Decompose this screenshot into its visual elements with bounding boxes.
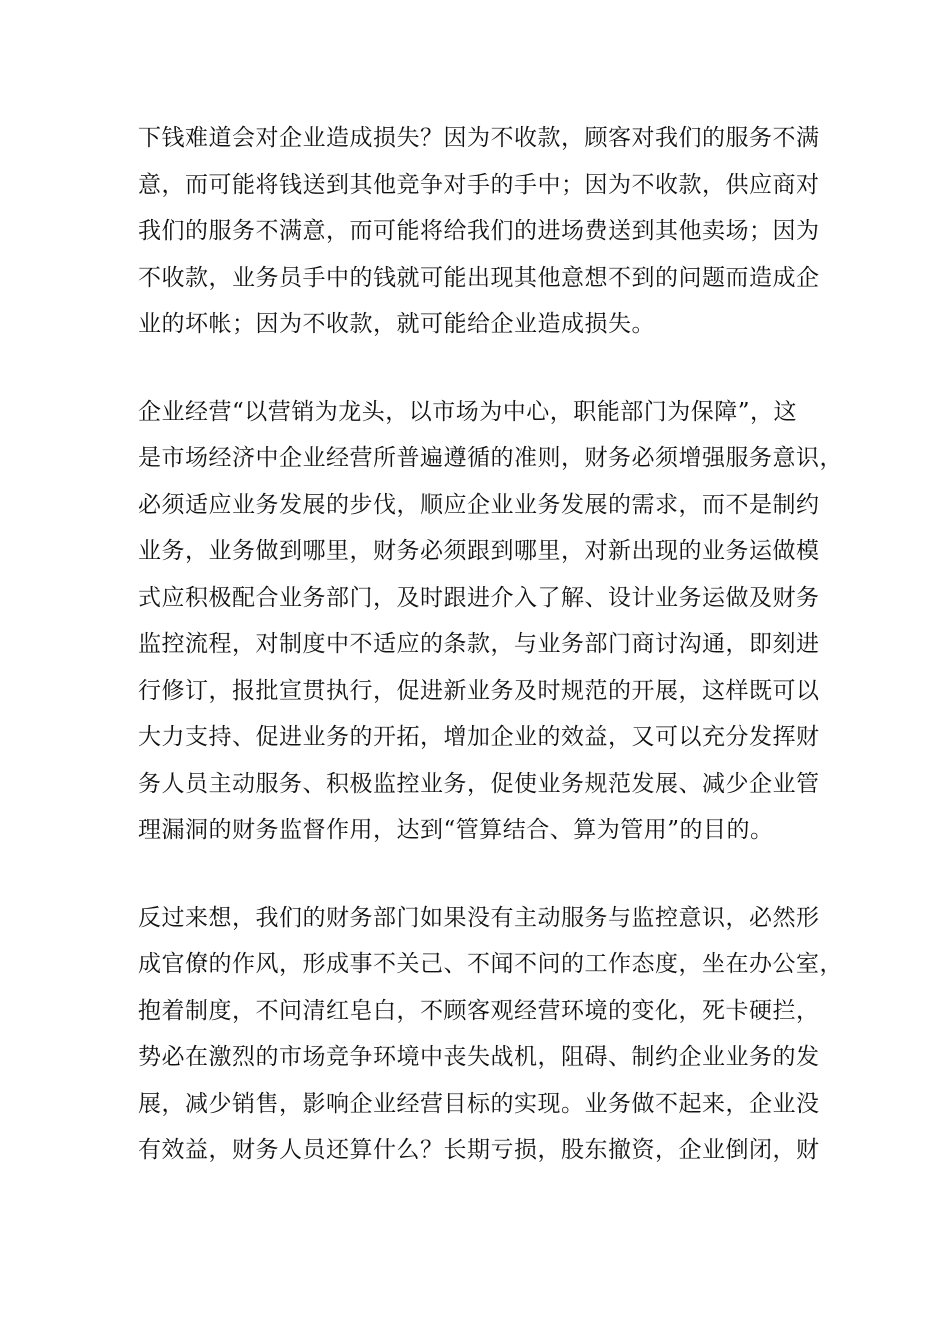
paragraph-3-line-5: 展，减少销售，影响企业经营目标的实现。业务做不起来，企业没 — [138, 1091, 820, 1117]
paragraph-1-line-5: 业的坏帐；因为不收款，就可能给企业造成损失。 — [138, 311, 655, 337]
paragraph-2-line-6: 监控流程，对制度中不适应的条款，与业务部门商讨沟通，即刻进 — [138, 631, 820, 657]
paragraph-2-line-2: 是市场经济中企业经营所普遍遵循的准则，财务必须增强服务意识， — [138, 445, 843, 471]
paragraph-2-line-3: 必须适应业务发展的步伐，顺应企业业务发展的需求，而不是制约 — [138, 492, 820, 518]
paragraph-1-line-3: 我们的服务不满意，而可能将给我们的进场费送到其他卖场；因为 — [138, 218, 820, 244]
paragraph-3-line-4: 势必在激烈的市场竞争环境中丧失战机，阻碍、制约企业业务的发 — [138, 1044, 820, 1070]
paragraph-1-line-2: 意，而可能将钱送到其他竞争对手的手中；因为不收款，供应商对 — [138, 172, 820, 198]
paragraph-3-line-1: 反过来想，我们的财务部门如果没有主动服务与监控意识，必然形 — [138, 905, 820, 931]
paragraph-3-line-6: 有效益，财务人员还算什么？长期亏损，股东撤资，企业倒闭，财 — [138, 1137, 820, 1163]
paragraph-2-line-10: 理漏洞的财务监督作用，达到“管算结合、算为管用”的目的。 — [138, 817, 774, 843]
paragraph-2-line-5: 式应积极配合业务部门，及时跟进介入了解、设计业务运做及财务 — [138, 585, 820, 611]
paragraph-1-line-4: 不收款，业务员手中的钱就可能出现其他意想不到的问题而造成企 — [138, 265, 820, 291]
paragraph-3-line-3: 抱着制度，不问清红皂白，不顾客观经营环境的变化，死卡硬拦， — [138, 998, 820, 1024]
paragraph-2-line-9: 务人员主动服务、积极监控业务，促使业务规范发展、减少企业管 — [138, 771, 820, 797]
paragraph-1-line-1: 下钱难道会对企业造成损失？因为不收款，顾客对我们的服务不满 — [138, 125, 820, 151]
paragraph-2-line-7: 行修订，报批宣贯执行，促进新业务及时规范的开展，这样既可以 — [138, 678, 820, 704]
paragraph-2-line-8: 大力支持、促进业务的开拓，增加企业的效益，又可以充分发挥财 — [138, 724, 820, 750]
paragraph-2-line-4: 业务，业务做到哪里，财务必须跟到哪里，对新出现的业务运做模 — [138, 538, 820, 564]
paragraph-3-line-2: 成官僚的作风，形成事不关己、不闻不问的工作态度，坐在办公室， — [138, 951, 843, 977]
paragraph-2-line-1: 企业经营“以营销为龙头，以市场为中心，职能部门为保障”，这 — [138, 399, 798, 425]
